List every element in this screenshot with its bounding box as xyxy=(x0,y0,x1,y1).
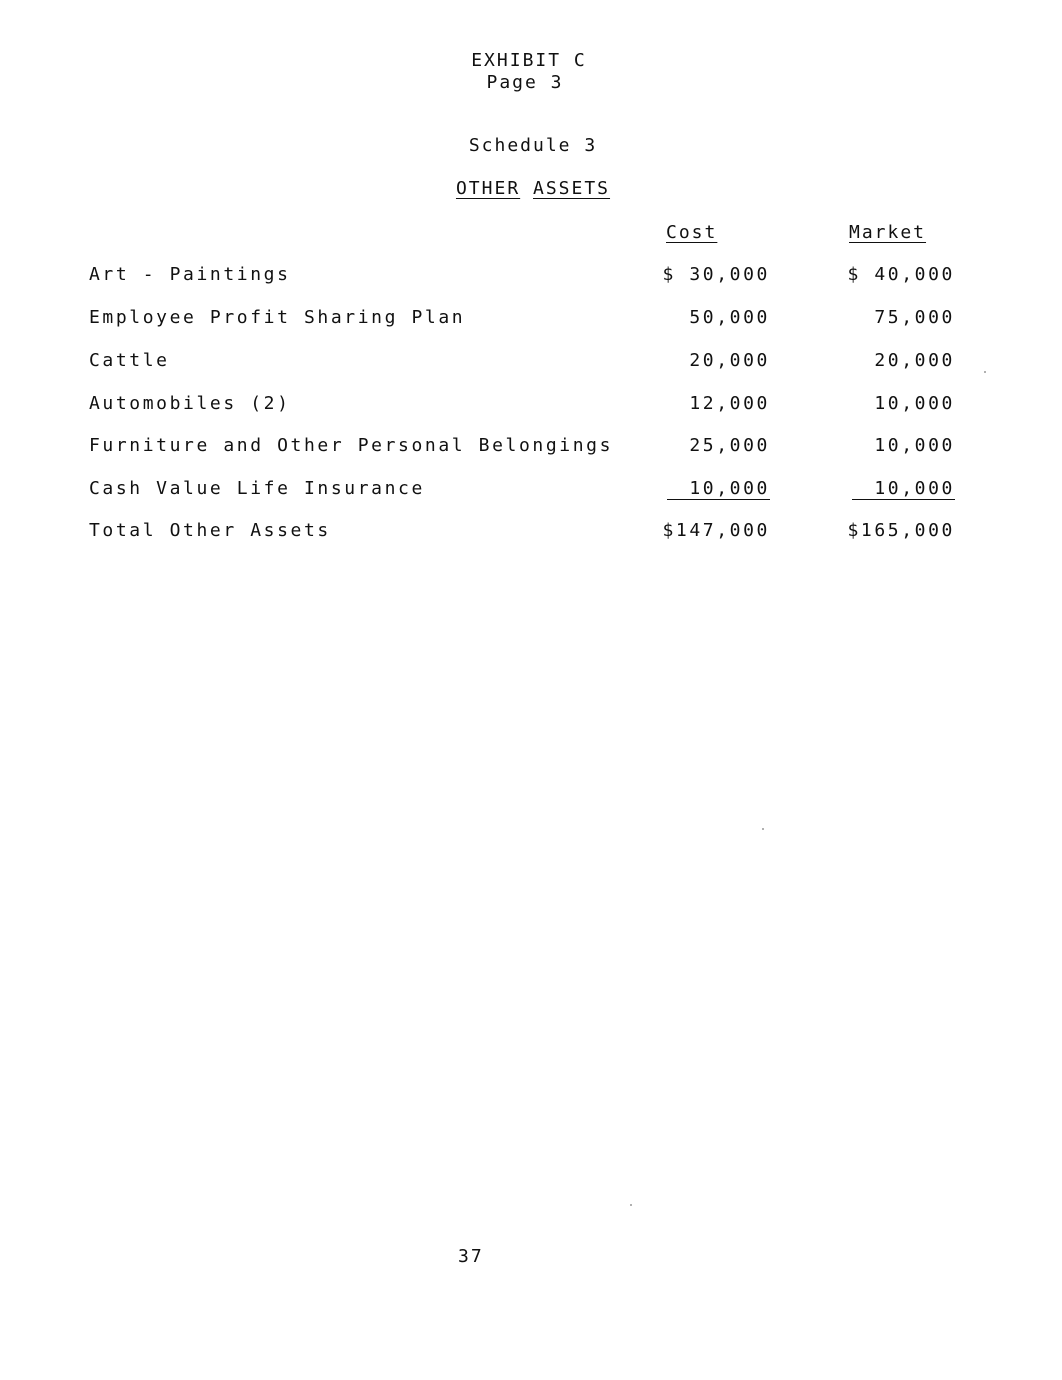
total-market: $165,000 xyxy=(847,520,955,541)
row-cost: 25,000 xyxy=(689,435,770,456)
scan-speck xyxy=(984,371,986,373)
row-cost: 20,000 xyxy=(689,350,770,371)
row-cost: 10,000 xyxy=(667,478,770,500)
row-cost: 12,000 xyxy=(689,393,770,414)
total-label: Total Other Assets xyxy=(89,520,331,541)
total-cost: $147,000 xyxy=(662,520,770,541)
row-label: Employee Profit Sharing Plan xyxy=(89,307,466,328)
row-market: 10,000 xyxy=(852,478,955,500)
section-title xyxy=(2,178,1062,199)
page-label: Page 3 xyxy=(486,72,564,93)
row-cost: 50,000 xyxy=(689,307,770,328)
scan-speck xyxy=(762,828,764,830)
row-label: Cattle xyxy=(89,350,170,371)
row-label: Furniture and Other Personal Belongings xyxy=(89,435,614,456)
row-market: 20,000 xyxy=(874,350,955,371)
table-row xyxy=(0,264,1062,294)
row-label: Cash Value Life Insurance xyxy=(89,478,425,499)
section-title-word-1: OTHER xyxy=(455,178,521,199)
table-row xyxy=(0,307,1062,337)
table-row xyxy=(0,435,1062,465)
row-label: Art - Paintings xyxy=(89,264,291,285)
table-row xyxy=(0,350,1062,380)
table-row xyxy=(0,478,1062,508)
cost-column-header: Cost xyxy=(666,222,718,243)
table-row xyxy=(0,393,1062,423)
row-market: 10,000 xyxy=(874,435,955,456)
market-column-header: Market xyxy=(849,222,927,243)
row-market: 10,000 xyxy=(874,393,955,414)
row-cost: $ 30,000 xyxy=(662,264,770,285)
scan-speck xyxy=(630,1204,632,1206)
footer-page-number: 37 xyxy=(458,1246,484,1267)
total-row xyxy=(0,520,1062,550)
exhibit-label: EXHIBIT C xyxy=(471,50,587,71)
schedule-label: Schedule 3 xyxy=(468,135,598,156)
row-label: Automobiles (2) xyxy=(89,393,291,414)
row-market: $ 40,000 xyxy=(847,264,955,285)
row-market: 75,000 xyxy=(874,307,955,328)
section-title-word-2: ASSETS xyxy=(533,178,611,199)
